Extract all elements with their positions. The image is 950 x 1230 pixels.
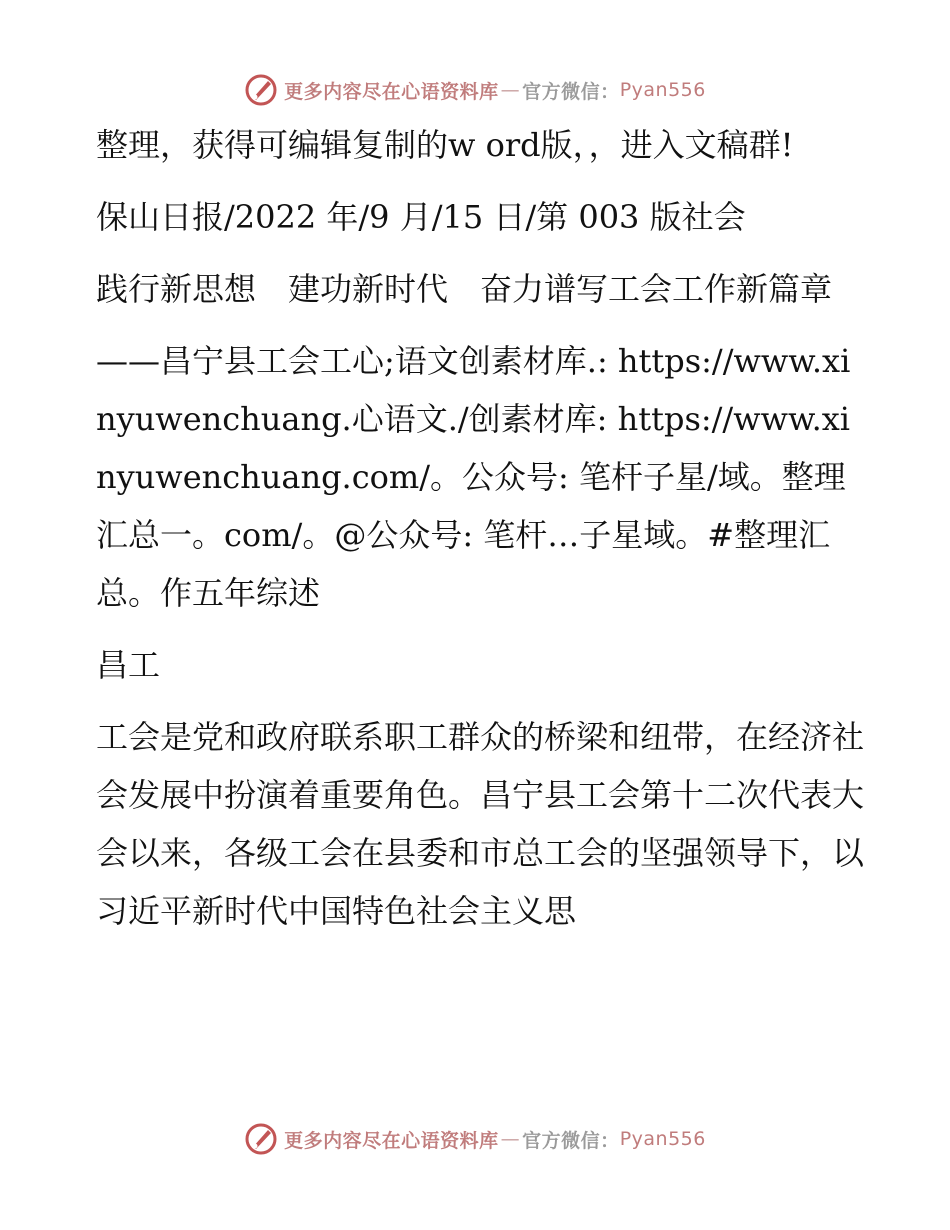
watermark-site-text: 更多内容尽在心语资料库: [284, 80, 499, 103]
article-subtitle: ——昌宁县工会工心;语文创素材库.: https://www.xinyuwenchuang.心语文./创素材库: https://www.xinyuwenchuang.com/。公众号: 笔杆子星/域。整理汇总一。com/。@公众号: 笔杆…子星域。#整理汇总。作五年综述: [96, 342, 851, 612]
quill-circle-icon: [244, 73, 278, 107]
watermark-wechat-id: Pyan556: [619, 1128, 706, 1150]
paragraph-intro: 整理，获得可编辑复制的w ord版，，进入文稿群!: [96, 126, 794, 164]
header-watermark: [0, 70, 950, 110]
paragraph-source-line: 保山日报/2022 年/9 月/15 日/第 003 版社会: [96, 198, 746, 236]
quill-circle-icon: [244, 1122, 278, 1156]
article-title: 践行新思想 建功新时代 奋力谱写工会工作新篇章: [96, 270, 833, 308]
watermark-label: 官方微信：: [522, 1129, 620, 1152]
watermark-dash: —: [500, 79, 521, 101]
footer-watermark: [0, 1119, 950, 1159]
article-body-paragraph: 工会是党和政府联系职工群众的桥梁和纽带，在经济社会发展中扮演着重要角色。昌宁县工会第十二次代表大会以来，各级工会在县委和市总工会的坚强领导下，以习近平新时代中国特色社会主义思: [96, 718, 865, 930]
watermark-label: 官方微信：: [522, 80, 620, 103]
watermark-wechat-id: Pyan556: [619, 79, 706, 101]
article-byline: 昌工: [96, 646, 161, 684]
watermark-dash: —: [500, 1128, 521, 1150]
document-body: [96, 116, 866, 954]
watermark-site-text: 更多内容尽在心语资料库: [284, 1129, 499, 1152]
